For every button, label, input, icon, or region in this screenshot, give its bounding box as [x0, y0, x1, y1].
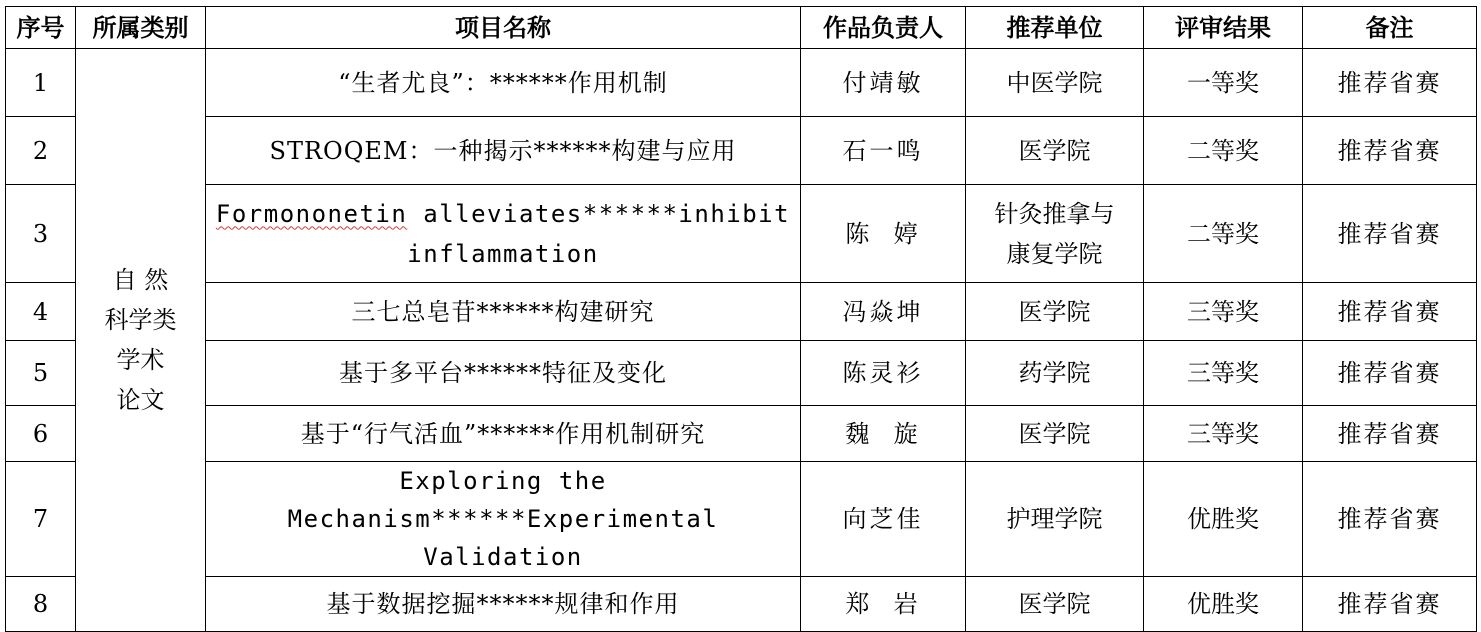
unit-cell: 药学院 — [966, 341, 1144, 406]
table-row — [6, 117, 1477, 185]
project-line: Validation — [423, 543, 583, 571]
table-row — [6, 341, 1477, 406]
seq-cell: 7 — [6, 462, 76, 577]
table-row — [6, 406, 1477, 462]
unit-cell — [966, 185, 1144, 283]
unit-cell: 中医学院 — [966, 49, 1144, 117]
seq-cell: 6 — [6, 406, 76, 462]
header-result: 评审结果 — [1144, 7, 1303, 49]
table-row — [6, 462, 1477, 577]
project-line: alleviates******inhibit — [407, 199, 791, 228]
leader-cell: 魏 旋 — [801, 406, 966, 462]
leader-cell: 陈灵衫 — [801, 341, 966, 406]
seq-cell: 2 — [6, 117, 76, 185]
leader-cell: 陈 婷 — [801, 185, 966, 283]
result-cell: 优胜奖 — [1144, 577, 1303, 632]
result-cell: 一等奖 — [1144, 49, 1303, 117]
unit-cell: 医学院 — [966, 117, 1144, 185]
result-cell: 二等奖 — [1144, 117, 1303, 185]
header-project: 项目名称 — [206, 7, 801, 49]
category-line: 自 然 — [112, 266, 169, 294]
note-cell: 推荐省赛 — [1303, 462, 1477, 577]
header-row — [6, 7, 1477, 49]
project-name-cell: STROQEM：一种揭示******构建与应用 — [206, 117, 801, 185]
unit-cell: 医学院 — [966, 283, 1144, 341]
category-cell — [76, 49, 206, 632]
note-cell: 推荐省赛 — [1303, 406, 1477, 462]
unit-line: 针灸推拿与 — [994, 199, 1115, 228]
project-line: Exploring the Mechanism******Experimental — [287, 467, 719, 533]
category-line: 学术 — [116, 346, 165, 374]
unit-cell: 医学院 — [966, 406, 1144, 462]
project-name-cell: 基于数据挖掘******规律和作用 — [206, 577, 801, 632]
table-row — [6, 577, 1477, 632]
table-row — [6, 283, 1477, 341]
seq-cell: 1 — [6, 49, 76, 117]
project-name-cell — [206, 185, 801, 283]
note-cell: 推荐省赛 — [1303, 283, 1477, 341]
leader-cell: 向芝佳 — [801, 462, 966, 577]
note-cell: 推荐省赛 — [1303, 117, 1477, 185]
project-name-cell — [206, 462, 801, 577]
leader-cell: 付靖敏 — [801, 49, 966, 117]
category-line: 论文 — [116, 386, 165, 414]
project-name-cell: “生者尤良”：******作用机制 — [206, 49, 801, 117]
note-cell: 推荐省赛 — [1303, 49, 1477, 117]
result-cell: 二等奖 — [1144, 185, 1303, 283]
note-cell: 推荐省赛 — [1303, 185, 1477, 283]
project-name-cell: 基于多平台******特征及变化 — [206, 341, 801, 406]
leader-cell: 郑 岩 — [801, 577, 966, 632]
header-unit: 推荐单位 — [966, 7, 1144, 49]
result-cell: 三等奖 — [1144, 341, 1303, 406]
header-seq: 序号 — [6, 7, 76, 49]
leader-cell: 石一鸣 — [801, 117, 966, 185]
seq-cell: 8 — [6, 577, 76, 632]
table-row — [6, 185, 1477, 283]
awards-table — [5, 6, 1477, 632]
header-category: 所属类别 — [76, 7, 206, 49]
project-name-cell: 三七总皂苷******构建研究 — [206, 283, 801, 341]
seq-cell: 4 — [6, 283, 76, 341]
leader-cell: 冯焱坤 — [801, 283, 966, 341]
category-line: 科学类 — [104, 306, 177, 334]
seq-cell: 3 — [6, 185, 76, 283]
seq-cell: 5 — [6, 341, 76, 406]
note-cell: 推荐省赛 — [1303, 341, 1477, 406]
unit-cell: 医学院 — [966, 577, 1144, 632]
unit-cell: 护理学院 — [966, 462, 1144, 577]
header-note: 备注 — [1303, 7, 1477, 49]
header-leader: 作品负责人 — [801, 7, 966, 49]
project-name-cell: 基于“行气活血”******作用机制研究 — [206, 406, 801, 462]
table-row — [6, 49, 1477, 117]
project-line: inflammation — [407, 239, 599, 268]
result-cell: 优胜奖 — [1144, 462, 1303, 577]
result-cell: 三等奖 — [1144, 406, 1303, 462]
project-line: Formononetin — [215, 199, 408, 228]
result-cell: 三等奖 — [1144, 283, 1303, 341]
note-cell: 推荐省赛 — [1303, 577, 1477, 632]
unit-line: 康复学院 — [1006, 239, 1103, 268]
